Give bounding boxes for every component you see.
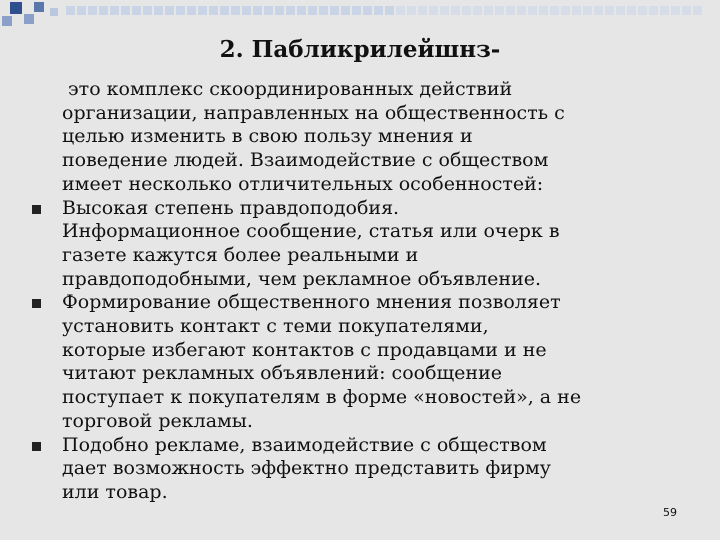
page-number: 59 — [663, 506, 677, 519]
bullet-line: поступает к покупателям в форме «новостей», а не — [62, 386, 582, 409]
decor-square — [572, 6, 581, 15]
decor-square — [341, 6, 350, 15]
decor-square — [187, 6, 196, 15]
bullet-item-2 — [62, 291, 702, 433]
decor-square — [407, 6, 416, 15]
decor-square — [539, 6, 548, 15]
decor-square — [550, 6, 559, 15]
decor-square — [484, 6, 493, 15]
decor-square — [264, 6, 273, 15]
decor-square — [385, 6, 394, 15]
decor-square — [253, 6, 262, 15]
bullet-line: которые избегают контактов с продавцами и не — [62, 338, 547, 361]
bullet-line: или товар. — [62, 480, 168, 503]
decor-square — [286, 6, 295, 15]
decor-square — [209, 6, 218, 15]
corner-decoration — [0, 0, 720, 40]
decor-square — [143, 6, 152, 15]
bullet-line: читают рекламных объявлений: сообщение — [62, 362, 502, 385]
decor-square — [242, 6, 251, 15]
decor-square — [495, 6, 504, 15]
decor-square — [605, 6, 614, 15]
decor-square — [99, 6, 108, 15]
decor-square — [440, 6, 449, 15]
decor-square — [198, 6, 207, 15]
bullet-line: Подобно рекламе, взаимодействие с обществом — [62, 433, 547, 456]
decor-square — [132, 6, 141, 15]
decor-square — [638, 6, 647, 15]
decor-square — [220, 6, 229, 15]
decor-square — [473, 6, 482, 15]
decor-square — [561, 6, 570, 15]
slide-title: 2. Пабликрилейшнз- — [219, 36, 501, 63]
bullet-line: Формирование общественного мнения позволяет — [62, 291, 561, 314]
decor-square — [594, 6, 603, 15]
decor-square — [319, 6, 328, 15]
decor-square — [583, 6, 592, 15]
decor-square — [66, 6, 75, 15]
decor-square — [231, 6, 240, 15]
intro-line: это комплекс скоординированных действий — [62, 78, 513, 100]
intro-paragraph — [62, 78, 702, 197]
decor-square — [275, 6, 284, 15]
decor-square — [154, 6, 163, 15]
decor-square — [121, 6, 130, 15]
decor-square — [352, 6, 361, 15]
intro-line: организации, направленных на общественность с — [62, 101, 565, 124]
decor-square — [517, 6, 526, 15]
decor-square — [506, 6, 515, 15]
decor-square — [330, 6, 339, 15]
square-bullet-icon — [32, 205, 41, 214]
decor-square — [165, 6, 174, 15]
bullet-line: Высокая степень правдоподобия. — [62, 196, 400, 219]
decor-square — [660, 6, 669, 15]
decor-square — [110, 6, 119, 15]
decor-square — [308, 6, 317, 15]
decor-square — [462, 6, 471, 15]
intro-line: имеет несколько отличительных особенностей: — [62, 172, 544, 195]
decor-square — [682, 6, 691, 15]
decor-square — [88, 6, 97, 15]
bullet-line: торговой рекламы. — [62, 409, 253, 432]
square-bullet-icon — [32, 442, 41, 451]
decor-square — [297, 6, 306, 15]
bullet-item-1 — [62, 197, 702, 292]
bullet-item-3 — [62, 434, 702, 505]
decor-square — [374, 6, 383, 15]
decor-square — [363, 6, 372, 15]
decor-square — [693, 6, 702, 15]
decor-square — [429, 6, 438, 15]
decor-square — [671, 6, 680, 15]
decor-square — [418, 6, 427, 15]
decor-square — [627, 6, 636, 15]
bullet-line: дает возможность эффектно представить фирму — [62, 457, 551, 480]
decor-square — [528, 6, 537, 15]
square-bullet-icon — [32, 299, 41, 308]
decor-square — [77, 6, 86, 15]
intro-line: целью изменить в свою пользу мнения и — [62, 125, 473, 148]
decor-square — [176, 6, 185, 15]
bullet-line: установить контакт с теми покупателями, — [62, 315, 489, 338]
bullet-line: газете кажутся более реальными и — [62, 243, 419, 266]
intro-line: поведение людей. Взаимодействие с обществом — [62, 149, 549, 172]
decor-square — [451, 6, 460, 15]
bullet-line: правдоподобными, чем рекламное объявление. — [62, 267, 542, 290]
bullet-line: Информационное сообщение, статья или очерк в — [62, 220, 560, 243]
slide-body — [62, 78, 702, 505]
decor-square — [616, 6, 625, 15]
decor-square — [649, 6, 658, 15]
decor-square — [396, 6, 405, 15]
